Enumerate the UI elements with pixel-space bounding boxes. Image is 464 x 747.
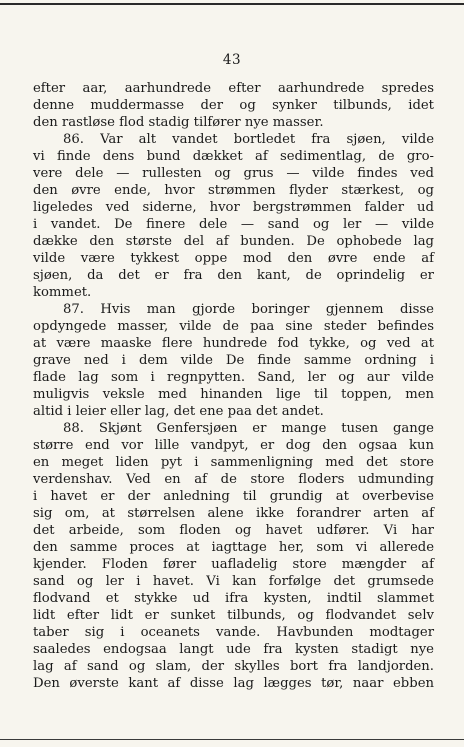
text-line: kommet. [33,285,92,300]
text-line: 88. Skjønt Genfersjøen er mange tusen gange [63,421,434,436]
text-line: grave ned i dem vilde De finde samme ordning i [33,353,434,368]
text-line: i havet er der anledning til grundig at overbevise [33,489,434,504]
text-line: vere dele — rullesten og grus — vilde findes ved [33,166,434,181]
text-line: den samme proces at iagttage her, som vi allerede [33,540,434,555]
text-line: flade lag som i regnpytten. Sand, ler og aur vilde [33,370,434,385]
text-line: sig om, at størrelsen alene ikke forandrer arten af [33,506,434,521]
text-line: vi finde dens bund dækket af sedimentlag, de gro- [33,149,434,164]
text-line: i vandet. De finere dele — sand og ler — vilde [33,217,434,232]
text-line: den rastløse flod stadig tilfører nye masser. [33,115,324,130]
text-line: den øvre ende, hvor strømmen flyder stærkest, og [33,183,434,198]
text-line: sjøen, da det er fra den kant, de oprindelig er [33,268,434,283]
text-line: flodvand et stykke ud ifra kysten, indtil slammet [33,591,434,606]
text-line: en meget liden pyt i sammenligning med det store [33,455,434,470]
text-line: taber sig i oceanets vande. Havbunden modtager [33,625,434,640]
bottom-rule [0,739,464,740]
text-line: vilde være tykkest oppe mod den øvre ende af [33,251,434,266]
text-line: verdenshav. Ved en af de store floders udmunding [33,472,434,487]
text-line: dække den største del af bunden. De ophobede lag [33,234,434,249]
text-line: altid i leier eller lag, det ene paa det andet. [33,404,324,419]
top-rule [0,3,464,5]
text-line: 87. Hvis man gjorde boringer gjennem disse [63,302,434,317]
text-line: sand og ler i havet. Vi kan forfølge det grumsede [33,574,434,589]
text-line: det arbeide, som floden og havet udfører. Vi har [33,523,434,538]
body-text [33,80,434,692]
text-line: opdyngede masser, vilde de paa sine steder befindes [33,319,434,334]
text-line: 86. Var alt vandet bortledet fra sjøen, vilde [63,132,434,147]
text-line: lag af sand og slam, der skylles bort fra landjorden. [33,659,434,674]
text-line: kjender. Floden fører uafladelig store mængder af [33,557,434,572]
text-line: at være maaske flere hundrede fod tykke, og ved at [33,336,434,351]
text-line: saaledes endogsaa langt ude fra kysten stadigt nye [33,642,434,657]
text-line: efter aar, aarhundrede efter aarhundrede spredes [33,81,434,96]
text-line: ligeledes ved siderne, hvor bergstrømmen falder ud [33,200,434,215]
text-line: lidt efter lidt er sunket tilbunds, og flodvandet selv [33,608,434,623]
text-line: muligvis veksle med hinanden lige til toppen, men [33,387,434,402]
text-line: Den øverste kant af disse lag lægges tør, naar ebben [33,676,434,691]
page-number: 43 [222,52,242,68]
text-line: større end vor lille vandpyt, er dog den ogsaa kun [33,438,434,453]
text-line: denne muddermasse der og synker tilbunds, idet [33,98,434,113]
